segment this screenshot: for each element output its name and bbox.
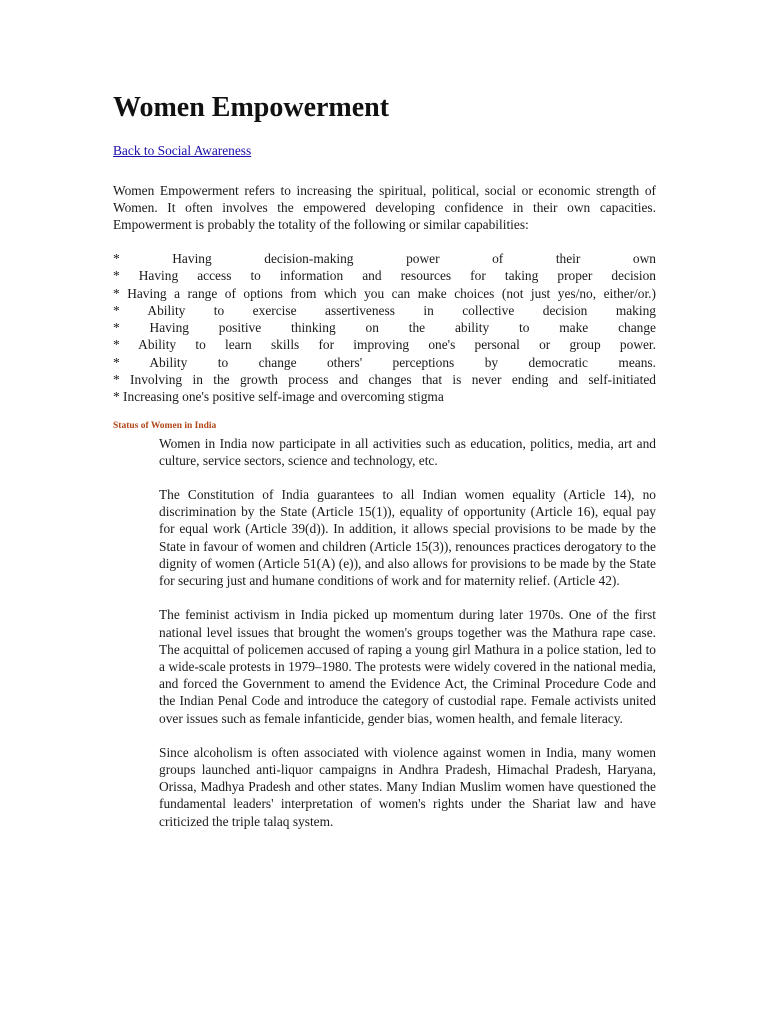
capability-item: * Having positive thinking on the ability to make change	[113, 320, 656, 336]
body-paragraph: The Constitution of India guarantees to all Indian women equality (Article 14), no discrimination by the State (Article 15(1)), equality of opportunity (Article 16), equal pay for equal work (Article 39(d)). In addition, it allows special provisions to be made by the State in favour of women and children (Article 15(3)), renounces practices derogatory to the dignity of women (Article 51(A) (e)), and also allows for provisions to be made by the State for securing just and humane conditions of work and for maternity relief. (Article 42).	[159, 487, 656, 589]
body-paragraph: Women in India now participate in all activities such as education, politics, media, art and culture, service sectors, science and technology, etc.	[159, 435, 656, 468]
page-title: Women Empowerment	[113, 92, 390, 123]
document-page	[113, 90, 656, 847]
capability-item: * Having decision-making power of their own	[113, 251, 656, 266]
capability-item: * Ability to change others' perceptions by democratic means.	[113, 354, 656, 370]
capabilities-list	[113, 250, 656, 406]
capability-item: * Ability to learn skills for improving one's personal or group power.	[113, 337, 656, 353]
intro-paragraph: Women Empowerment refers to increasing the spiritual, political, social or economic strength of Women. It often involves the empowered developing confidence in their own capacities. Empowerment is probably the totality of the following or similar capabilities:	[113, 183, 656, 232]
back-to-social-awareness-link[interactable]: Back to Social Awareness	[113, 143, 252, 158]
capability-item: * Increasing one's positive self-image and overcoming stigma	[113, 389, 444, 405]
section-heading: Status of Women in India	[113, 420, 217, 431]
section-body	[159, 435, 656, 830]
capability-item: * Having access to information and resources for taking proper decision	[113, 268, 656, 284]
capability-item: * Involving in the growth process and changes that is never ending and self-initiated	[113, 372, 656, 388]
capability-item: * Ability to exercise assertiveness in collective decision making	[113, 302, 656, 318]
body-paragraph: The feminist activism in India picked up momentum during later 1970s. One of the first national level issues that brought the women's groups together was the Mathura rape case. The acquittal of policemen accused of raping a young girl Mathura in a police station, led to a wide-scale protests in 1979–1980. The protests were widely covered in the national media, and forced the Government to amend the Evidence Act, the Criminal Procedure Code and the Indian Penal Code and introduce the category of custodial rape. Female activists united over issues such as female infanticide, gender bias, women health, and female literacy.	[159, 607, 656, 726]
capability-item: * Having a range of options from which you can make choices (not just yes/no, either/or.)	[113, 285, 656, 301]
body-paragraph: Since alcoholism is often associated with violence against women in India, many women groups launched anti-liquor campaigns in Andhra Pradesh, Himachal Pradesh, Haryana, Orissa, Madhya Pradesh and other states. Many Indian Muslim women have questioned the fundamental leaders' interpretation of women's rights under the Shariat law and have criticized the triple talaq system.	[159, 744, 656, 829]
